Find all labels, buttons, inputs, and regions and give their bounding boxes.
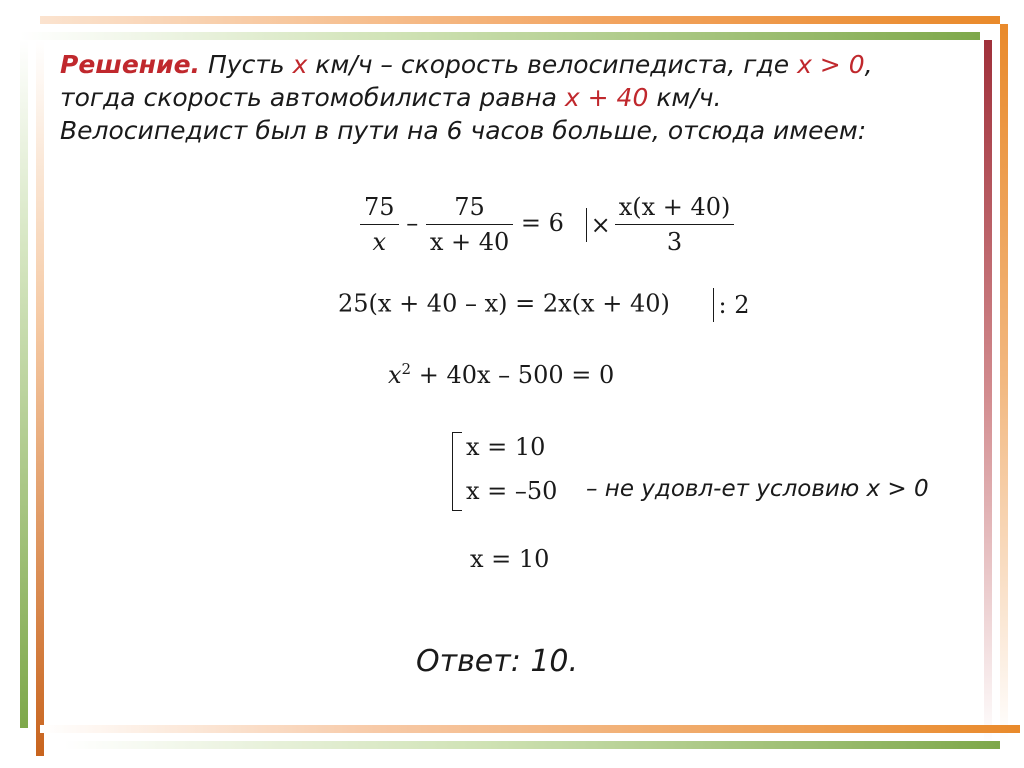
- answer: Ответ: 10.: [416, 644, 579, 679]
- solution-heading: Решение.: [60, 50, 201, 79]
- problem-setup-text: Решение. Пусть x км/ч – скорость велосипедиста, где x > 0, тогда скорость автомобилиста равна x + 40 км/ч. Велосипедист был в пути на 6 часов больше, отсюда имеем:: [60, 50, 873, 145]
- car-speed-expr: x + 40: [564, 83, 649, 112]
- left-green-stripe: [20, 40, 28, 728]
- multiplier-fraction: $\frac{x(x + 40)}{3}$: [615, 190, 735, 259]
- setup-line-3: Велосипедист был в пути на 6 часов больше, отсюда имеем:: [60, 116, 867, 145]
- bottom-green-stripe: [64, 741, 1000, 749]
- condition: x > 0: [797, 50, 865, 79]
- right-orange-stripe: [1000, 24, 1008, 740]
- root-2: x = –50: [466, 477, 558, 505]
- root-1: x = 10: [466, 433, 546, 461]
- top-orange-stripe: [40, 16, 1000, 24]
- root-rejection-note: – не удовл-ет условию x > 0: [586, 476, 929, 502]
- roots-bracket: [452, 432, 462, 511]
- divide-marker: : 2: [713, 288, 749, 322]
- fraction-75-over-x: $\frac{75}{x}$: [360, 190, 399, 259]
- left-orange-stripe: [36, 40, 44, 756]
- top-green-stripe: [20, 32, 980, 40]
- right-red-stripe: [984, 40, 992, 744]
- equation-1: $\frac{75}{x}$ – $\frac{75}{x + 40}$ = 6 × $\frac{x(x + 40)}{3}$: [360, 190, 734, 259]
- bottom-orange-stripe: [40, 725, 1020, 733]
- multiply-marker: ×: [586, 208, 611, 242]
- equation-2: 25(x + 40 – x) = 2x(x + 40) : 2: [338, 288, 753, 322]
- equation-3-quadratic: $x^2 + 40x - 500 = 0$: [388, 360, 615, 389]
- variable-x: x: [292, 50, 308, 79]
- final-root: x = 10: [470, 545, 550, 573]
- fraction-75-over-x-plus-40: $\frac{75}{x + 40}$: [426, 190, 513, 259]
